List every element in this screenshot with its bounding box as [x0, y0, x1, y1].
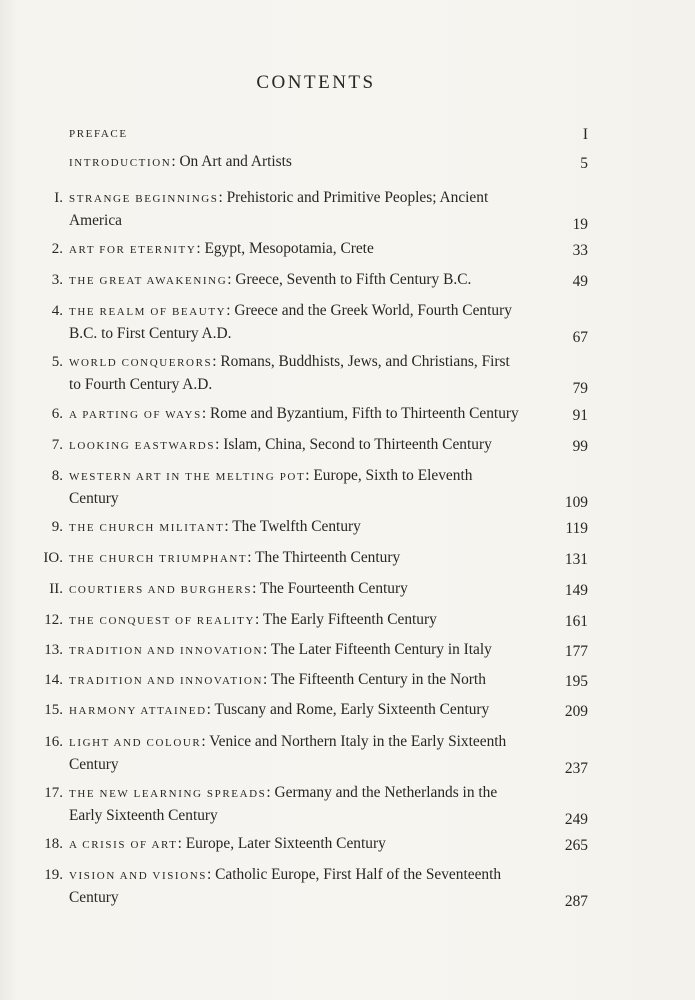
entry-page-number: 33: [572, 242, 588, 259]
entry-section-title: A PARTING OF WAYS: [69, 409, 202, 421]
entry-subtitle: Tuscany and Rome, Early Sixteenth Century: [214, 701, 490, 718]
entry-subtitle: Romans, Buddhists, Jews, and Christians, First: [220, 353, 510, 370]
entry-page-number: 195: [564, 673, 588, 690]
entry-section-title: THE GREAT AWAKENING: [69, 275, 228, 287]
entry-subtitle-continued: America: [69, 212, 122, 229]
entry-number: 4.: [51, 303, 63, 319]
entry-subtitle: The Fifteenth Century in the North: [270, 671, 486, 688]
entry-section-title: THE REALM OF BEAUTY: [69, 306, 227, 318]
entry-number: 18.: [44, 836, 63, 852]
entry-section-title: THE NEW LEARNING SPREADS: [69, 788, 267, 800]
entry-page-number: 131: [564, 551, 588, 568]
entry-number: 12.: [44, 612, 63, 628]
entry-subtitle-continued: B.C. to First Century A.D.: [69, 325, 232, 342]
entry-subtitle-continued: Century: [69, 889, 119, 906]
entry-text: WESTERN ART IN THE MELTING POT: Europe, Sixth to Eleventh Century: [69, 467, 473, 507]
entry-subtitle: The Thirteenth Century: [255, 549, 401, 566]
entry-subtitle: Rome and Byzantium, Fifth to Thirteenth Century: [209, 405, 519, 422]
entry-subtitle: On Art and Artists: [179, 153, 292, 170]
entry-text: HARMONY ATTAINED: Tuscany and Rome, Early Sixteenth Century: [69, 701, 490, 718]
entry-page-number: 237: [564, 760, 588, 777]
entry-number: 9.: [51, 519, 63, 535]
entry-subtitle-continued: to Fourth Century A.D.: [69, 376, 213, 393]
entry-page-number: 49: [572, 273, 588, 290]
entry-text: COURTIERS AND BURGHERS: The Fourteenth Century: [69, 580, 408, 597]
entry-page-number: 99: [572, 438, 588, 455]
entry-section-title: LIGHT AND COLOUR: [69, 737, 202, 749]
entry-page-number: 119: [565, 520, 588, 537]
entry-section-title: THE CONQUEST OF REALITY: [69, 615, 256, 627]
entry-text: LOOKING EASTWARDS: Islam, China, Second to Thirteenth Century: [69, 436, 492, 453]
entry-section-title: ART FOR ETERNITY: [69, 244, 197, 256]
entry-subtitle: Prehistoric and Primitive Peoples; Ancient: [226, 189, 489, 206]
entry-section-title: TRADITION AND INNOVATION: [69, 675, 264, 687]
entry-number: 13.: [44, 642, 63, 658]
entry-section-title: VISION AND VISIONS: [69, 870, 207, 882]
entry-page-number: 19: [572, 216, 588, 233]
entry-subtitle: The Twelfth Century: [232, 518, 361, 535]
entry-page-number: 67: [572, 329, 588, 346]
entry-number: 2.: [51, 241, 63, 257]
entry-text: ART FOR ETERNITY: Egypt, Mesopotamia, Crete: [69, 240, 374, 257]
entry-text: VISION AND VISIONS: Catholic Europe, First Half of the Seventeenth Century: [69, 866, 502, 906]
entry-text: A PARTING OF WAYS: Rome and Byzantium, Fifth to Thirteenth Century: [69, 405, 519, 422]
entry-text: STRANGE BEGINNINGS: Prehistoric and Primitive Peoples; Ancient America: [69, 189, 489, 229]
entry-number: 7.: [51, 437, 63, 453]
entry-text: THE CHURCH TRIUMPHANT: The Thirteenth Century: [69, 549, 401, 566]
entry-page-number: 161: [564, 613, 588, 630]
entry-section-title: HARMONY ATTAINED: [69, 705, 207, 717]
entry-section-title: TRADITION AND INNOVATION: [69, 645, 264, 657]
entry-number: 16.: [44, 734, 63, 750]
entry-page-number: 209: [564, 703, 588, 720]
entry-text: THE NEW LEARNING SPREADS: Germany and the Netherlands in the Early Sixteenth Century: [69, 784, 498, 824]
entry-section-title: THE CHURCH TRIUMPHANT: [69, 553, 248, 565]
entry-subtitle: Europe, Sixth to Eleventh: [313, 467, 473, 484]
entry-subtitle-continued: Century: [69, 756, 119, 773]
entry-subtitle: Greece and the Greek World, Fourth Century: [234, 302, 512, 319]
entry-section-title: COURTIERS AND BURGHERS: [69, 584, 253, 596]
entry-subtitle: The Early Fifteenth Century: [262, 611, 437, 628]
entry-page-number: I: [582, 126, 588, 143]
entry-text: LIGHT AND COLOUR: Venice and Northern Italy in the Early Sixteenth Century: [69, 733, 507, 773]
entry-number: 8.: [51, 468, 63, 484]
entry-section-title: INTRODUCTION: [69, 157, 172, 169]
entry-section-title: STRANGE BEGINNINGS: [69, 193, 219, 205]
contents-heading: CONTENTS: [256, 72, 376, 93]
entry-number: IO.: [43, 550, 63, 566]
entry-page-number: 177: [564, 643, 588, 660]
entry-subtitle: Greece, Seventh to Fifth Century B.C.: [235, 271, 472, 288]
entry-text: INTRODUCTION: On Art and Artists: [69, 153, 292, 170]
entry-subtitle-continued: Century: [69, 490, 119, 507]
entry-text: THE GREAT AWAKENING: Greece, Seventh to Fifth Century B.C.: [69, 271, 472, 288]
entry-subtitle: Europe, Later Sixteenth Century: [185, 835, 386, 852]
entry-text: [69, 122, 550, 145]
entry-page-number: 91: [572, 407, 588, 424]
entry-text: THE CONQUEST OF REALITY: The Early Fifteenth Century: [69, 611, 437, 628]
entry-text: TRADITION AND INNOVATION: The Fifteenth Century in the North: [69, 671, 486, 688]
entry-number: 6.: [51, 406, 63, 422]
entry-number: 5.: [51, 354, 63, 370]
entry-subtitle: The Fourteenth Century: [259, 580, 408, 597]
entry-section-title: WESTERN ART IN THE MELTING POT: [69, 471, 306, 483]
entry-subtitle: Germany and the Netherlands in the: [274, 784, 498, 801]
entry-subtitle: The Later Fifteenth Century in Italy: [270, 641, 492, 658]
entry-subtitle: Venice and Northern Italy in the Early Sixteenth: [209, 733, 507, 750]
entry-section-title: WORLD CONQUERORS: [69, 357, 213, 369]
entry-number: 19.: [44, 867, 63, 883]
entry-number: 14.: [44, 672, 63, 688]
entry-page-number: 109: [564, 494, 588, 511]
entry-text: THE CHURCH MILITANT: The Twelfth Century: [69, 518, 361, 535]
entry-section-title: PREFACE: [69, 128, 128, 140]
entry-section-title: THE CHURCH MILITANT: [69, 522, 225, 534]
entry-subtitle: Egypt, Mesopotamia, Crete: [204, 240, 374, 257]
entry-page-number: 287: [564, 893, 588, 910]
entry-page-number: 249: [564, 811, 588, 828]
entry-subtitle: Islam, China, Second to Thirteenth Century: [223, 436, 492, 453]
entry-page-number: 149: [564, 582, 588, 599]
entry-page-number: 265: [564, 837, 588, 854]
entry-text: WORLD CONQUERORS: Romans, Buddhists, Jews, and Christians, First to Fourth Century A.D.: [69, 353, 510, 393]
entry-subtitle: Catholic Europe, First Half of the Seventeenth: [215, 866, 502, 883]
entry-number: I.: [54, 190, 63, 206]
entry-number: 17.: [44, 785, 63, 801]
entry-number: II.: [49, 581, 63, 597]
entry-text: A CRISIS OF ART: Europe, Later Sixteenth Century: [69, 835, 386, 852]
entry-page-number: 79: [572, 380, 588, 397]
entry-text: TRADITION AND INNOVATION: The Later Fifteenth Century in Italy: [69, 641, 492, 658]
entry-number: 15.: [44, 702, 63, 718]
entry-number: 3.: [51, 272, 63, 288]
entry-section-title: A CRISIS OF ART: [69, 839, 178, 851]
entry-subtitle-continued: Early Sixteenth Century: [69, 807, 218, 824]
entry-text: THE REALM OF BEAUTY: Greece and the Greek World, Fourth Century B.C. to First Century A.D.: [69, 302, 512, 342]
entry-section-title: LOOKING EASTWARDS: [69, 440, 216, 452]
entry-page-number: 5: [580, 155, 588, 172]
